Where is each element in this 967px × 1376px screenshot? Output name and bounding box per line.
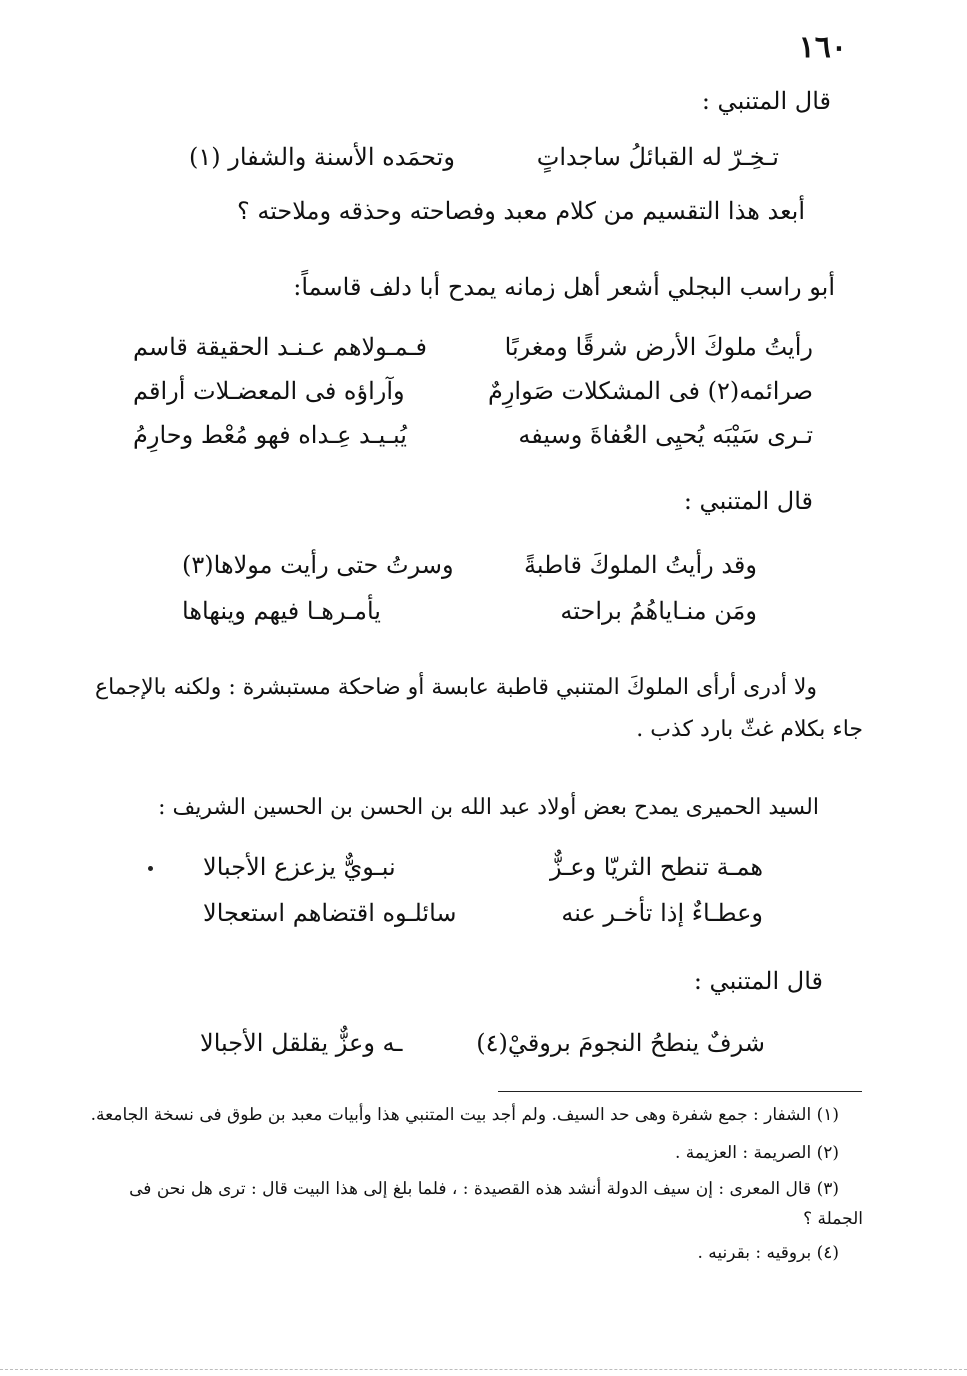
footnote-1: (١) الشفار : جمع شفرة وهى حد السيف. ولم أجد بيت المتنبي هذا وأبيات معبد بن طوق فى نسخة الجامعة. bbox=[90, 1105, 839, 1125]
poem-4-verse-1-first: شرفٌ ينطحُ النجومَ بروقيْ(٤) bbox=[476, 1029, 765, 1057]
verse-1-first-hemistich: تـخِـرّ له القبائلُ ساجداتٍ bbox=[536, 143, 779, 171]
poem-1-verse-1-first: رأيتُ ملوكَ الأرض شرقًا ومغربًا bbox=[504, 333, 813, 361]
poem-1-verse-2 bbox=[133, 376, 813, 410]
poem-1-verse-1 bbox=[133, 332, 813, 366]
poem-2-verse-1-first: وقد رأيتُ الملوكَ قاطبةً bbox=[523, 551, 757, 579]
footnote-4: (٤) بروقيه : بقرنيه . bbox=[697, 1243, 839, 1263]
poem-2-verse-2-first: ومَن منـاياهُمُ براحته bbox=[560, 597, 757, 625]
heading-sayyid-himyari: السيد الحميرى يمدح بعض أولاد عبد الله بن الحسن بن الحسين الشريف : bbox=[158, 795, 819, 820]
poem-1-verse-3-second: يُبـيـد عِـداه فهو مُعْط وحارِمُ bbox=[133, 421, 407, 449]
heading-mutanabbi-1: قال المتنبي : bbox=[701, 87, 831, 115]
commentary-paragraph-line-2: جاء بكلام غثّ بارد كذب . bbox=[636, 717, 863, 742]
heading-mutanabbi-3: قال المتنبي : bbox=[693, 967, 823, 995]
poem-1-verse-2-first: صرائمه(٢) فى المشكلات صَوارِمٌ bbox=[487, 377, 813, 405]
footnote-3: (٣) قال المعرى : إن سيف الدولة أنشد هذه القصيدة : ، فلما بلغ إلى هذا البيت قال : ترى هل نحن فى bbox=[129, 1179, 839, 1199]
footnote-3-continued: الجملة ؟ bbox=[803, 1209, 863, 1229]
commentary-line-1: أبعد هذا التقسيم من كلام معبد وفصاحته وحذقه وملاحته ؟ bbox=[236, 197, 805, 225]
footnote-separator bbox=[498, 1091, 862, 1092]
page-number: ١٦٠ bbox=[798, 30, 847, 65]
poem-1-verse-3 bbox=[133, 420, 813, 454]
poem-4-verse-1 bbox=[200, 1028, 765, 1062]
poem-3-verse-1-first: همـة تنطح الثريّا وعـزٌّ bbox=[549, 853, 763, 881]
stray-mark bbox=[148, 866, 153, 871]
commentary-paragraph-line-1: ولا أدرى أرأى الملوكَ المتنبي قاطبة عابسة أو ضاحكة مستبشرة : ولكنه بالإجماع bbox=[94, 675, 817, 700]
heading-mutanabbi-2: قال المتنبي : bbox=[683, 487, 813, 515]
poem-3-verse-1 bbox=[203, 852, 763, 886]
poem-2-verse-2 bbox=[182, 596, 757, 630]
poem-2-verse-1 bbox=[182, 550, 757, 584]
poem-1-verse-2-second: وآراؤه فى المعضـلات أراقم bbox=[133, 377, 405, 405]
page-bottom-edge bbox=[0, 1369, 967, 1370]
verse-1-second-hemistich: وتحمَده الأسنة والشفار (١) bbox=[189, 143, 455, 171]
heading-abu-rasib: أبو راسب البجلي أشعر أهل زمانه يمدح أبا دلف قاسماً: bbox=[293, 273, 835, 301]
poem-2-verse-1-second: وسرتُ حتى رأيت مولاها(٣) bbox=[182, 551, 454, 579]
poem-1-verse-1-second: فـمـولاهم عـنـد الحقيقة قاسم bbox=[133, 333, 427, 361]
poem-3-verse-2 bbox=[203, 898, 763, 932]
verse-line-1 bbox=[189, 142, 779, 176]
poem-1-verse-3-first: تـرى سَيْبَه يُحيِى العُفاةَ وسيفه bbox=[518, 421, 813, 449]
poem-3-verse-1-second: نبـويٌّ يزعزع الأجبالا bbox=[203, 853, 396, 881]
poem-3-verse-2-second: سائلـوه اقتضاهم استعجالا bbox=[203, 899, 457, 927]
footnote-2: (٢) الصريمة : العزيمة . bbox=[674, 1143, 839, 1163]
poem-2-verse-2-second: يأمـرهـا فيهم وينهاها bbox=[182, 597, 381, 625]
poem-3-verse-2-first: وعطـاءٌ إذا تأخـر عنه bbox=[561, 899, 763, 927]
poem-4-verse-1-second: ـه وعزٌّ يقلقل الأجبالا bbox=[200, 1029, 403, 1057]
